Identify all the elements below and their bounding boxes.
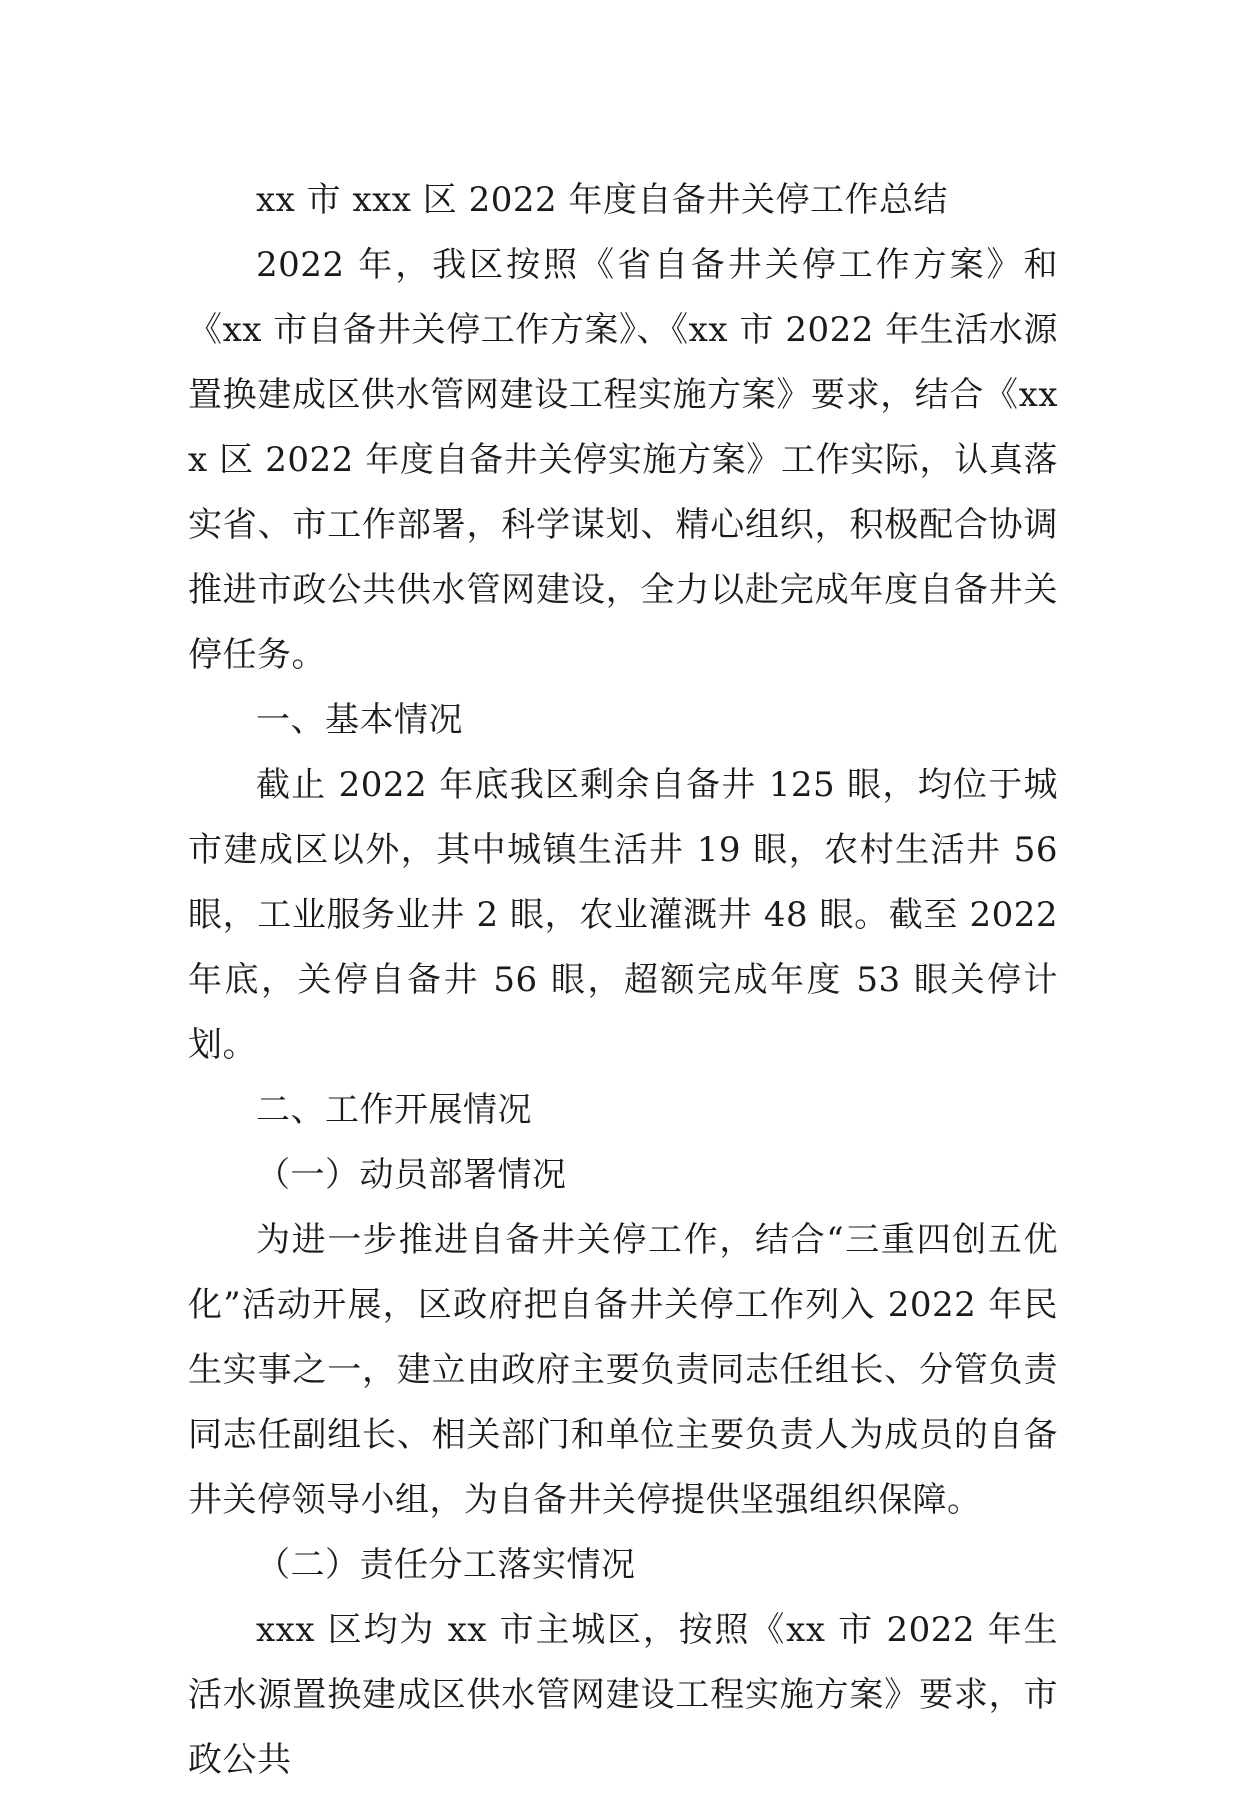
mobilization-paragraph: 为进一步推进自备井关停工作，结合“三重四创五优化”活动开展，区政府把自备井关停工作列入 2022 年民生实事之一，建立由政府主要负责同志任组长、分管负责同志任副组长、相关部门和单位主要负责人为成员的自备井关停领导小组，为自备井关停提供坚强组织保障。 [188, 1220, 1058, 1520]
responsibility-paragraph: xxx 区均为 xx 市主城区，按照《xx 市 2022 年生活水源置换建成区供水管网建设工程实施方案》要求，市政公共 [188, 1610, 1058, 1780]
document-title: xx 市 xxx 区 2022 年度自备井关停工作总结 [256, 180, 948, 220]
section-heading-basic: 一、基本情况 [256, 700, 463, 740]
basic-situation-paragraph: 截止 2022 年底我区剩余自备井 125 眼，均位于城市建成区以外，其中城镇生活井 19 眼，农村生活井 56 眼，工业服务业井 2 眼，农业灌溉井 48 眼。截至 2022 年底，关停自备井 56 眼，超额完成年度 53 眼关停计划。 [188, 765, 1058, 1065]
section-heading-work: 二、工作开展情况 [256, 1090, 532, 1130]
subsection-heading-responsibility: （二）责任分工落实情况 [256, 1545, 636, 1585]
document-body [188, 168, 1058, 1793]
subsection-heading-mobilization: （一）动员部署情况 [256, 1155, 567, 1195]
intro-paragraph: 2022 年，我区按照《省自备井关停工作方案》和《xx 市自备井关停工作方案》、《xx 市 2022 年生活水源置换建成区供水管网建设工程实施方案》要求，结合《xxx 区 2022 年度自备井关停实施方案》工作实际，认真落实省、市工作部署，科学谋划、精心组织，积极配合协调推进市政公共供水管网建设，全力以赴完成年度自备井关停任务。 [188, 245, 1058, 675]
